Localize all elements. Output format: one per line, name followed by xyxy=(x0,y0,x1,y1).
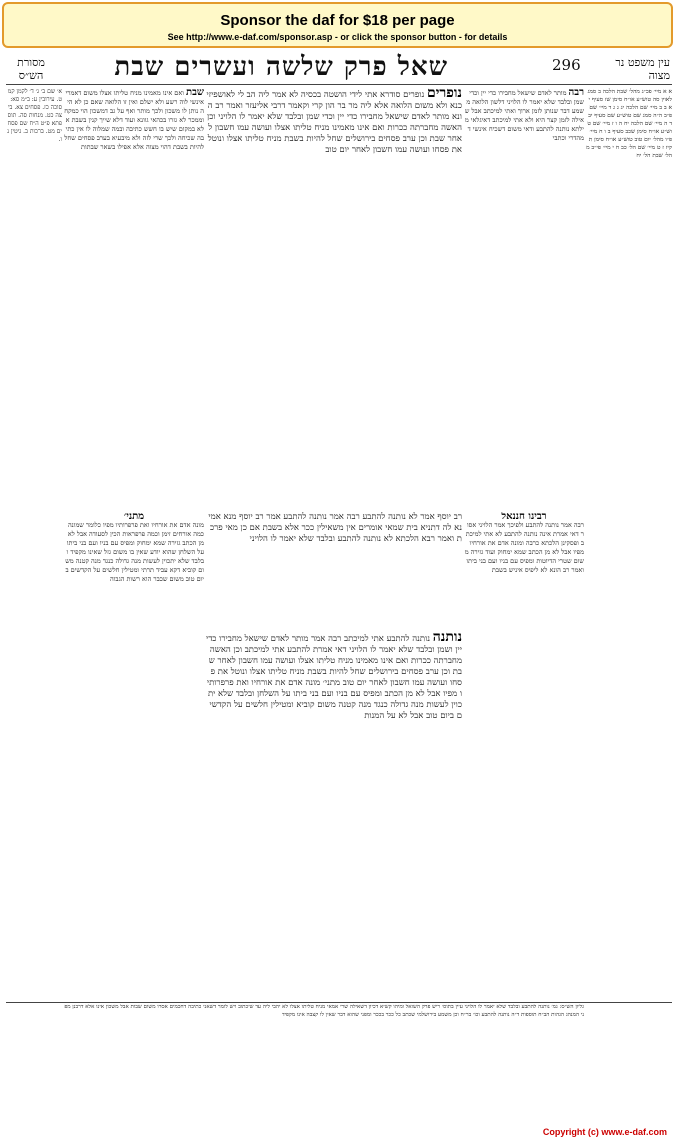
tosafot-lower xyxy=(64,512,204,1002)
bottom-rule xyxy=(6,1002,672,1003)
ein-mishpat-label: עין משפט נר מצוה xyxy=(615,56,670,82)
gemara-lower-body: נותנה להתבע אתי למיכתב רבה אמר מותר לאדם שישאל מחבירו כדי יין ושמן ובלבד שלא יאמר לו הלויני דאי אמרת להתבע אתי למיכתב וכן האשה מחברתה ככרות ואם אינו מאמינו מניח טליתו אצלו ועושה עמו חשבון לאחר שבת וכן ערב פסחים בירושלים שחל להיות בשבת מניח טליתו אצלו ונוטל את פסחו ועושה עמו חשבון לאחר יום טוב מתני׳ מונה אדם את אורחיו ואת פרפרותיו מפיו אבל לא מן הכתב ומפיס עם בניו ועם בני ביתו על השלחן ובלבד שלא יתכוין לעשות מנה גדולה כנגד מנה קטנה משום קוביא ומטילין חלשים על הקדשים ביום טוב אבל לא על המנות xyxy=(206,634,462,721)
tosafot-commentary xyxy=(64,88,204,508)
rabbeinu-chananel-title: רבינו חננאל xyxy=(501,512,547,522)
rashi-text: מותר לאדם שישאל מחבירו כדי יין וכדי שמן ובלבד שלא יאמר לו הלויני דלשון הלואה משמע דבר שנותן לזמן ארוך ואתי למיכתב אבל שאילה לזמן קצר היא ולא אתי למיכתב דאיגלאי מילתא נותנה להתבע ודאי משום דשכיח אינשי דמהדרי וכתבי xyxy=(464,89,584,142)
sponsor-subtitle[interactable]: See http://www.e-daf.com/sponsor.asp - or click the sponsor button - for details xyxy=(167,32,508,42)
rashi-lead-word: רבה xyxy=(568,88,584,98)
sponsor-banner[interactable] xyxy=(2,2,673,48)
bottom-notes-text: גליון הש״ס: גמ׳ נותנה להתבע ובלבד שלא יאמר לו הלויני עיין בתוס׳ ריש פרק השואל ומיהו קשיא דכיון דשאילה שרי אמאי מניח טליתו אצלו לא יהבי ליה עד שיכתוב ויש לומר דשאני כתיבה דחכמים אסרו משום שבות אבל משכון אינו אלא דרבנן מפני המנהג הגהות הב״ח תוספות ד״ה נותנה להתבע וכו׳ בר״ח וכן משמע בירושלמי שכתב כל ככר בככר ומפני שהוא דבר שאין לו קצבה אינו מקפיד xyxy=(64,1004,584,1018)
tosafot-lower-title: מתני׳ xyxy=(123,512,145,522)
rabbeinu-chananel-text: רבה אמר נותנה להתבע ולפיכך אמר הלויני אסור דאי אמרת אינה נותנה להתבע לא אתי למיכתב ופסקינן הלכתא כרבה ומונה אדם את אורחיו מפיו אבל לא מן הכתב שמא ימחוק ועוד גזירה משום שטרי הדיוטות ומפיס עם בניו ועם בני ביתו ואמר רב הונא לא ליפיס איניש בשבת xyxy=(464,521,584,574)
gemara-lead-word: נופרים xyxy=(426,88,462,101)
rashi-commentary xyxy=(464,88,584,508)
page-number: 296 xyxy=(552,56,581,74)
tosafot-lower-text: מונה אדם את אורחיו ואת פרפרותיו מפיו כלומר שמונה כמה אורחים זימן וכמה פרפראות הכין לסעודה אבל לא מן הכתב גזירה שמא ימחוק ומפיס עם בניו ועם בני ביתו על השלחן שהוא יודע שאין בו משום גזל שאינו מקפיד ובלבד שלא יתכוין לעשות מנה גדולה כנגד מנה קטנה משום קוביא דקא עביד תרתי ומטילין חלשים על הקדשים ביום טוב משום שכבר הוא רשות הגבוה xyxy=(65,521,204,583)
masoret-hashas-label: מסורת הש״ס xyxy=(17,56,45,82)
left-margin-references xyxy=(6,88,62,1078)
rabbeinu-chananel xyxy=(464,512,584,1002)
left-margin-text: א׳ שם ב׳ ג׳ ד׳ לקמן קמט. עירובין ע: ב״מ סא: סוכה כז. פסחים צא. ביצה כט. מנחות סה. תוספתא פ״ט ה״ח שם פסחים מט. ברכות ב. גיטין נו. xyxy=(7,88,62,143)
gemara-lower-lead-word: נותנה xyxy=(432,632,462,645)
page-title: שאל פרק שלשה ועשרים שבת xyxy=(114,52,448,82)
gemara-wide-body: רב יוסף אמר לא נותנה להתבע רבה אמר נותנה להתבע אמר רב יוסף מנא אמינא לה דתניא בית שמאי אומרים אין משאילין ככר אלא בשבת אם כן מאי פרכת ואמר רבא הלכתא לא נותנה להתבע ובלבד שלא יאמר לו הלויני xyxy=(208,512,462,544)
header-rule xyxy=(6,84,672,85)
tosafot-lead-word: שבת xyxy=(186,88,204,98)
copyright-link[interactable]: Copyright (c) www.e-daf.com xyxy=(542,1127,667,1137)
ein-mishpat-references xyxy=(586,88,672,1078)
gemara-wide-text xyxy=(206,512,462,630)
right-margin-text: א א מיי׳ פכ״ג מהל׳ שבת הלכה ב סמג לאוין סה טוש״ע או״ח סימן שז סעיף יא ב ב מיי׳ שם הלכה יג ג ג ד מיי׳ שם פ״ב ה״ה סמג שם טוש״ע שם סעיף יב ד ה מיי׳ שם הלכה יח ה ו ז מיי׳ שם טוש״ע או״ח סימן שכב סעיף ב ו ח מיי׳ פ״ו מהל׳ יום טוב טוש״ע או״ח סימן תקיז ז ט מיי׳ שם הל׳ כב ח י מיי׳ פי״ב מהל׳ שבת הל׳ יח xyxy=(586,89,672,159)
gemara-main-text xyxy=(206,88,462,508)
tosafot-text: ואם אינו מאמינו מניח טליתו אצלו משום דאמרי אינשי לוה רשע ולא ישלם ואין זו הלואה שאם כן לא היה נותן לו משכון ולכך מותר ואף על גב דמשכון הוי כמקח וממכר לא גזרו בכהאי גוונא ועוד דלא שייך קנין בשבת אלא במקום שיש בו חשש כתיבה ובמה שמלוה לו אין כתיבה שכיחה ולכך שרי לזה ולא מיבעיא בערב פסחים שחל להיות בשבת דהוי מצוה אלא אפילו בשאר שבתות xyxy=(64,89,204,151)
bottom-notes xyxy=(64,1004,584,1104)
gemara-text: נופרים סודרא אתי לידי הושטה בכסיה לא אמר ליה הב לי לאושפיזיכנא ולא משום הלואה אלא ליה מר בר הון קרי וקאמר דרבי אליעזר ואמר רב הונא מותר לאדם שישאל מחבירו כדי יין וכדי שמן ובלבד שלא יאמר לו הלויני וכן האשה מחברתה ככרות ואם אינו מאמינו מניח טליתו אצלו ועושה עמו חשבון לאחר שבת וכן ערב פסחים בירושלים שחל להיות בשבת מניח טליתו אצלו ונוטל את פסחו ועושה עמו חשבון לאחר יום טוב xyxy=(206,90,462,155)
gemara-lower-text xyxy=(206,632,462,932)
sponsor-title[interactable]: Sponsor the daf for $18 per page xyxy=(220,12,455,29)
